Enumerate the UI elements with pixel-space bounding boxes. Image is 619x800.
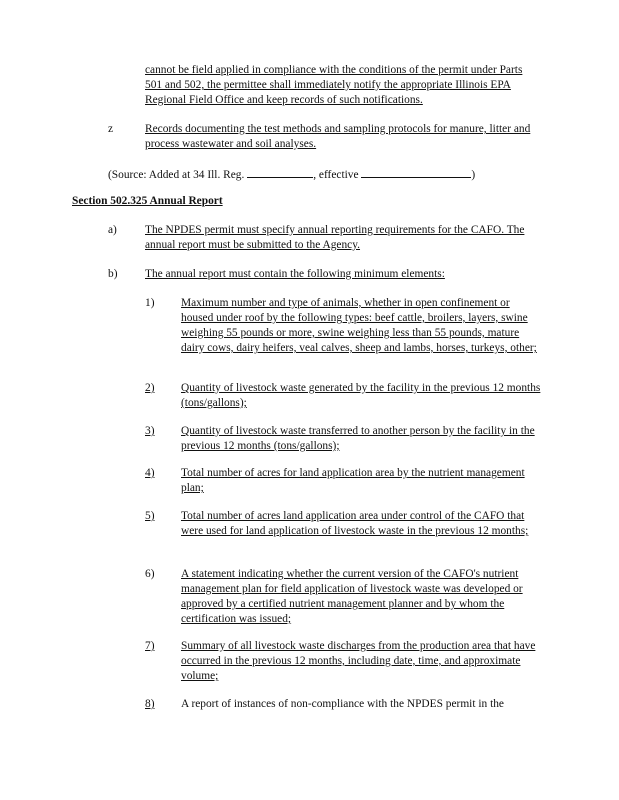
element-5-text: Total number of acres land application area under control of the CAFO that were used for land application of livestock waste in the previous 12 months; [181, 510, 529, 537]
section-heading [72, 194, 223, 209]
item-z-text: Records documenting the test methods and sampling protocols for manure, litter and process wastewater and soil analyses. [145, 123, 531, 150]
element-6-text: A statement indicating whether the current version of the CAFO's nutrient management plan for field application of livestock waste was developed or approved by a certified nutrient management planner and by whom the certification was issued; [181, 568, 523, 625]
element-5-label: 5) [145, 510, 155, 522]
element-8-label: 8) [145, 698, 155, 710]
element-7-label: 7) [145, 640, 155, 652]
subsection-a-paragraph [145, 223, 540, 253]
element-1-label: 1) [145, 297, 155, 309]
element-3-label: 3) [145, 425, 155, 437]
element-3-text: Quantity of livestock waste transferred to another person by the facility in the previous 12 months (tons/gallons); [181, 425, 535, 452]
element-8-text: A report of instances of non-compliance with the NPDES permit in the [181, 698, 504, 710]
element-6-paragraph [181, 567, 541, 627]
source-note-middle: , effective [313, 169, 362, 181]
continuation-paragraph [145, 63, 540, 108]
source-note [108, 166, 548, 183]
element-3-paragraph [181, 424, 541, 454]
effective-date-blank [361, 166, 471, 178]
subsection-b-text: The annual report must contain the following minimum elements: [145, 268, 445, 280]
element-8-paragraph [181, 697, 541, 712]
register-blank [247, 166, 313, 178]
element-4-text: Total number of acres for land application area by the nutrient management plan; [181, 467, 525, 494]
item-z-paragraph [145, 122, 540, 152]
subsection-a-text: The NPDES permit must specify annual reporting requirements for the CAFO. The annual report must be submitted to the Agency. [145, 224, 525, 251]
subsection-a-label: a) [108, 224, 117, 236]
element-7-text: Summary of all livestock waste discharges from the production area that have occurred in the previous 12 months, including date, time, and approximate volume; [181, 640, 536, 682]
source-note-prefix: (Source: Added at 34 Ill. Reg. [108, 169, 248, 181]
element-1-paragraph [181, 296, 541, 356]
continuation-text: cannot be field applied in compliance with the conditions of the permit under Parts 501 and 502, the permittee shall immediately notify the appropriate Illinois EPA Regional Field Office and keep records of such notifications. [145, 64, 523, 106]
subsection-b-label: b) [108, 268, 118, 280]
element-4-label: 4) [145, 467, 155, 479]
element-6-label: 6) [145, 568, 155, 580]
source-note-suffix: ) [471, 169, 476, 181]
element-2-text: Quantity of livestock waste generated by the facility in the previous 12 months (tons/gallons); [181, 382, 541, 409]
section-title: Section 502.325 Annual Report [72, 195, 223, 207]
element-2-paragraph [181, 381, 541, 411]
element-7-paragraph [181, 639, 541, 684]
element-2-label: 2) [145, 382, 155, 394]
element-1-text: Maximum number and type of animals, whether in open confinement or housed under roof by the following types: beef cattle, broilers, layers, swine weighing 55 pounds or more, swine weighing less than 55 pounds, mature dairy cows, dairy heifers, veal calves, sheep and lambs, horses, turkeys, other; [181, 297, 537, 354]
subsection-b-paragraph [145, 267, 540, 282]
item-z-label: z [108, 123, 114, 135]
element-5-paragraph [181, 509, 541, 539]
element-4-paragraph [181, 466, 541, 496]
